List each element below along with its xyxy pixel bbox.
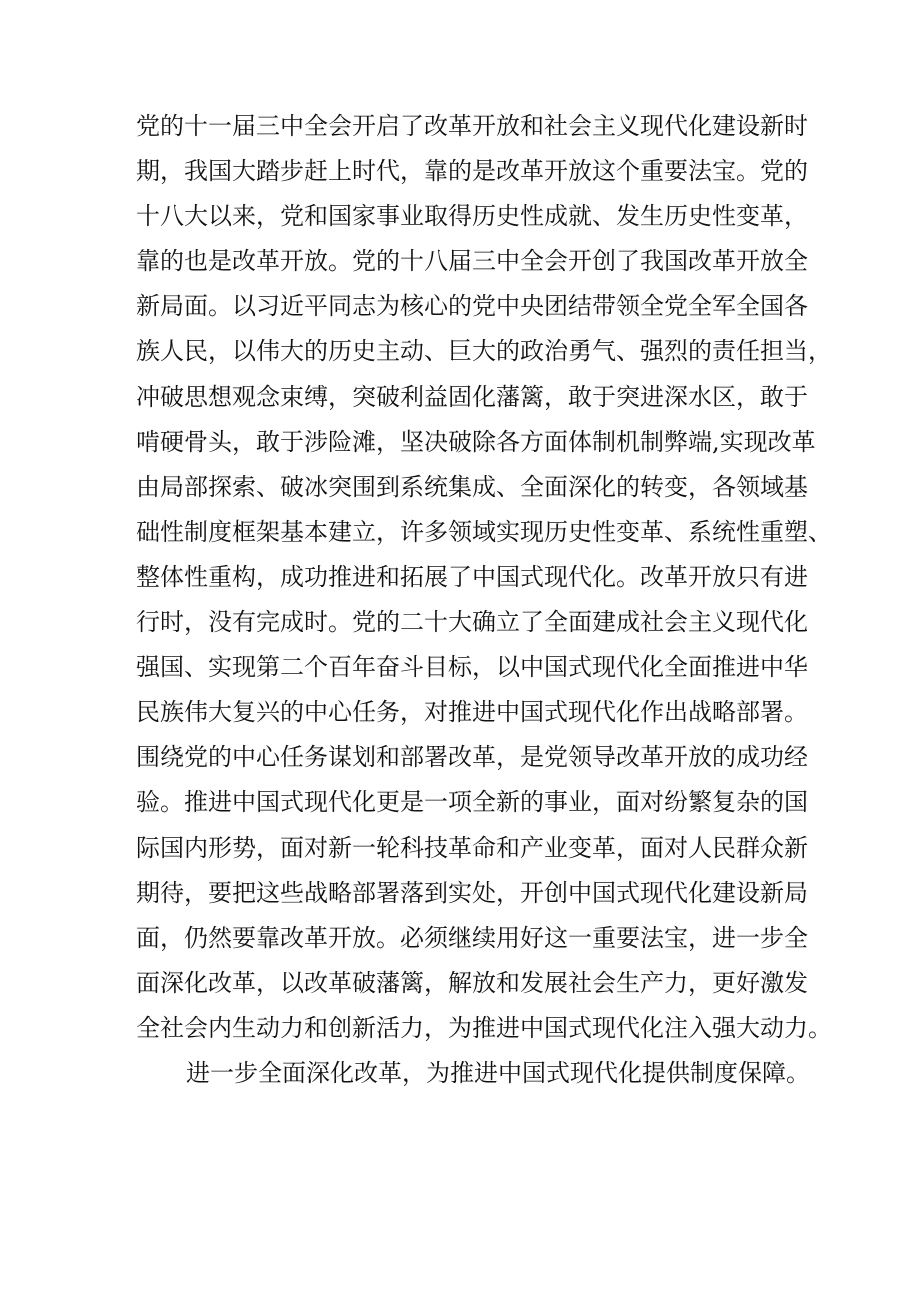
text-line: 验。推进中国式现代化更是一项全新的事业，面对纷繁复杂的国	[136, 788, 808, 817]
text-line: 期，我国大踏步赶上时代，靠的是改革开放这个重要法宝。党的	[136, 157, 808, 186]
body-text	[136, 104, 832, 1096]
text-line: 靠的也是改革开放。党的十八届三中全会开创了我国改革开放全	[136, 247, 808, 276]
text-line: 新局面。以习近平同志为核心的党中央团结带领全党全军全国各	[136, 292, 808, 321]
text-line: 强国、实现第二个百年奋斗目标，以中国式现代化全面推进中华	[136, 653, 808, 682]
text-line: 围绕党的中心任务谋划和部署改革，是党领导改革开放的成功经	[136, 743, 808, 772]
text-line: 面，仍然要靠改革开放。必须继续用好这一重要法宝，进一步全	[136, 923, 808, 952]
text-line: 啃硬骨头，敢于涉险滩，坚决破除各方面体制机制弊端,实现改革	[136, 427, 816, 456]
text-line: 党的十一届三中全会开启了改革开放和社会主义现代化建设新时	[136, 112, 808, 140]
text-line: 十八大以来，党和国家事业取得历史性成就、发生历史性变革，	[136, 202, 808, 231]
text-line: 族人民，以伟大的历史主动、巨大的政治勇气、强烈的责任担当，	[136, 337, 832, 366]
text-line: 民族伟大复兴的中心任务，对推进中国式现代化作出战略部署。	[136, 698, 808, 727]
text-line: 础性制度框架基本建立，许多领域实现历史性变革、系统性重塑、	[136, 517, 832, 546]
text-line: 全社会内生动力和创新活力，为推进中国式现代化注入强大动力。	[136, 1013, 832, 1042]
paragraph-1	[136, 104, 832, 1051]
text-line: 冲破思想观念束缚，突破利益固化藩篱，敢于突进深水区，敢于	[136, 382, 808, 411]
text-line: 行时，没有完成时。党的二十大确立了全面建成社会主义现代化	[136, 608, 808, 637]
text-line: 由局部探索、破冰突围到系统集成、全面深化的转变，各领域基	[136, 472, 808, 501]
text-line: 际国内形势，面对新一轮科技革命和产业变革，面对人民群众新	[136, 833, 808, 862]
text-line: 期待，要把这些战略部署落到实处，开创中国式现代化建设新局	[136, 878, 808, 907]
text-line: 整体性重构，成功推进和拓展了中国式现代化。改革开放只有进	[136, 562, 808, 591]
text-line: 面深化改革，以改革破藩篱，解放和发展社会生产力，更好激发	[136, 968, 808, 997]
text-line: 进一步全面深化改革，为推进中国式现代化提供制度保障。	[186, 1058, 810, 1087]
paragraph-2	[136, 1051, 816, 1096]
